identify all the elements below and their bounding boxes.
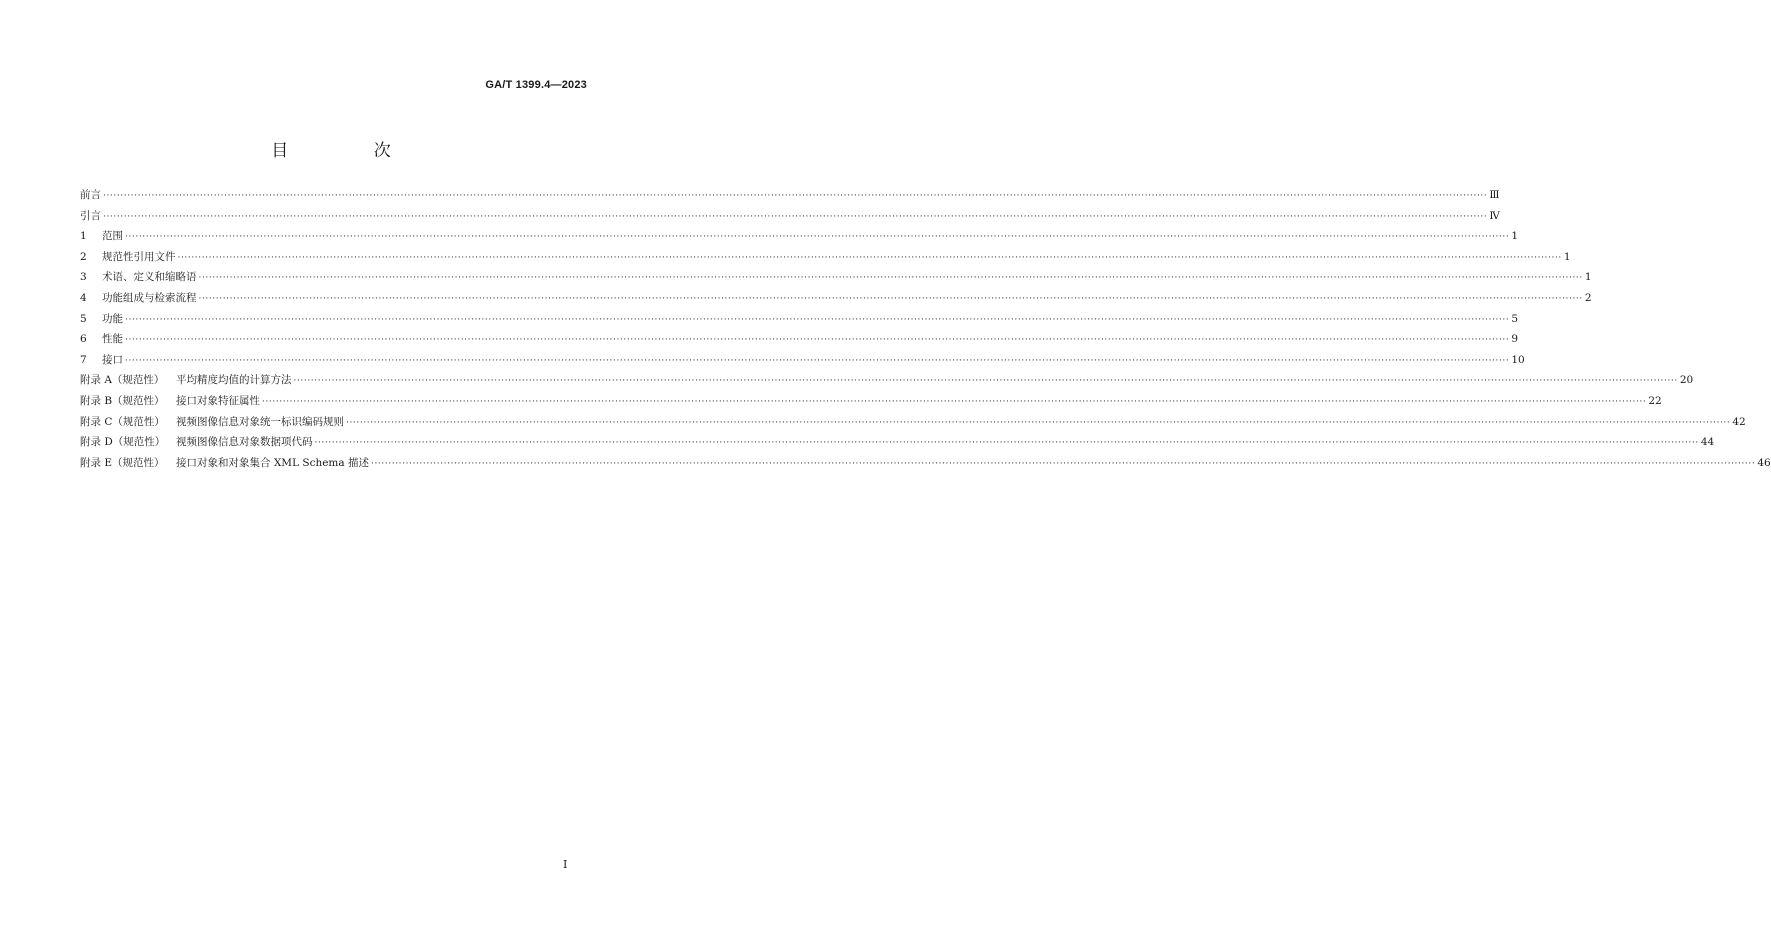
toc-entry-number: 3: [80, 271, 87, 284]
toc-entry-page: 1: [1584, 271, 1592, 284]
page-number: I: [563, 858, 568, 871]
toc-entry-number: 7: [80, 353, 87, 366]
toc-entry-page: 46: [1757, 456, 1771, 469]
toc-leader-dots: ················································································································································································································································································································································································································: [177, 252, 1562, 263]
toc-entry-annex: 附录 A（规范性）: [80, 374, 165, 387]
toc-entry[interactable]: [80, 372, 1694, 393]
toc-entry[interactable]: [80, 228, 1519, 249]
toc-entry-label: 范围: [102, 230, 123, 243]
toc-entry-number: 1: [80, 230, 87, 243]
toc-entry[interactable]: [80, 311, 1519, 332]
toc-entry-annex: 附录 C（规范性）: [80, 415, 165, 428]
toc-entry-label: 功能组成与检索流程: [102, 291, 197, 304]
toc-entry-number: 2: [80, 250, 87, 263]
toc-entry-page: 20: [1679, 374, 1694, 387]
toc-entry-label: 功能: [102, 312, 123, 325]
toc-entry[interactable]: [80, 393, 1662, 414]
toc-leader-dots: ················································································································································································································································································································································································································: [103, 211, 1488, 222]
toc-entry-page: 44: [1700, 436, 1715, 449]
toc-entry-label: 接口: [102, 353, 123, 366]
toc-entry[interactable]: [80, 434, 1715, 455]
toc-leader-dots: ················································································································································································································································································································································································································: [314, 438, 1699, 449]
toc-title: 目 次: [271, 141, 431, 161]
toc-entry-label: 引言: [80, 209, 101, 222]
toc-entry[interactable]: [80, 331, 1519, 352]
toc-entry-page: Ⅳ: [1489, 209, 1500, 222]
toc-entry-label: 术语、定义和缩略语: [102, 271, 197, 284]
toc-entry-label: 视频图像信息对象数据项代码: [176, 436, 313, 449]
toc-entry[interactable]: [80, 208, 1500, 229]
toc-leader-dots: ················································································································································································································································································································································································································: [103, 191, 1488, 201]
table-of-contents: [80, 187, 1771, 475]
toc-entry[interactable]: [80, 269, 1592, 290]
toc-entry-page: 9: [1511, 333, 1519, 346]
toc-entry-label: 接口对象特征属性: [176, 394, 260, 407]
toc-entry-page: 5: [1511, 312, 1519, 325]
toc-entry[interactable]: [80, 455, 1771, 476]
toc-entry-label: 规范性引用文件: [102, 250, 176, 263]
toc-leader-dots: ················································································································································································································································································································································································································: [293, 376, 1678, 387]
toc-entry[interactable]: [80, 249, 1571, 270]
toc-entry-page: 42: [1732, 415, 1746, 428]
toc-leader-dots: ················································································································································································································································································································································································································: [198, 293, 1583, 304]
toc-leader-dots: ················································································································································································································································································································································································································: [370, 458, 1756, 469]
toc-entry[interactable]: [80, 187, 1500, 208]
toc-entry-number: 4: [80, 291, 87, 304]
toc-entry-label: 前言: [80, 189, 101, 201]
toc-entry-number: 6: [80, 333, 87, 346]
toc-entry-annex: 附录 B（规范性）: [80, 394, 165, 407]
toc-entry-page: 22: [1648, 394, 1662, 407]
standard-code: GA/T 1399.4—2023: [485, 79, 587, 91]
toc-entry-label: 平均精度均值的计算方法: [176, 374, 292, 387]
toc-entry-number: 5: [80, 312, 87, 325]
toc-entry[interactable]: [80, 290, 1592, 311]
toc-entry-annex: 附录 E（规范性）: [80, 456, 165, 469]
toc-leader-dots: ················································································································································································································································································································································································································: [125, 335, 1510, 346]
toc-entry-page: 10: [1511, 353, 1525, 366]
toc-entry-label: 性能: [102, 333, 123, 346]
toc-leader-dots: ················································································································································································································································································································································································································: [125, 232, 1510, 243]
toc-leader-dots: ················································································································································································································································································································································································································: [125, 314, 1510, 325]
toc-entry-annex: 附录 D（规范性）: [80, 436, 166, 449]
toc-entry-page: 1: [1563, 250, 1571, 263]
toc-leader-dots: ················································································································································································································································································································································································································: [198, 273, 1583, 284]
toc-entry-page: Ⅲ: [1489, 189, 1500, 201]
toc-entry-label: 接口对象和对象集合 XML Schema 描述: [176, 456, 369, 469]
toc-leader-dots: ················································································································································································································································································································································································································: [262, 396, 1647, 407]
toc-leader-dots: ················································································································································································································································································································································································································: [346, 417, 1731, 428]
toc-entry[interactable]: [80, 352, 1525, 373]
toc-entry[interactable]: [80, 414, 1746, 435]
toc-entry-page: 1: [1511, 230, 1519, 243]
toc-entry-label: 视频图像信息对象统一标识编码规则: [176, 415, 344, 428]
toc-entry-page: 2: [1584, 291, 1592, 304]
toc-leader-dots: ················································································································································································································································································································································································································: [125, 355, 1510, 366]
